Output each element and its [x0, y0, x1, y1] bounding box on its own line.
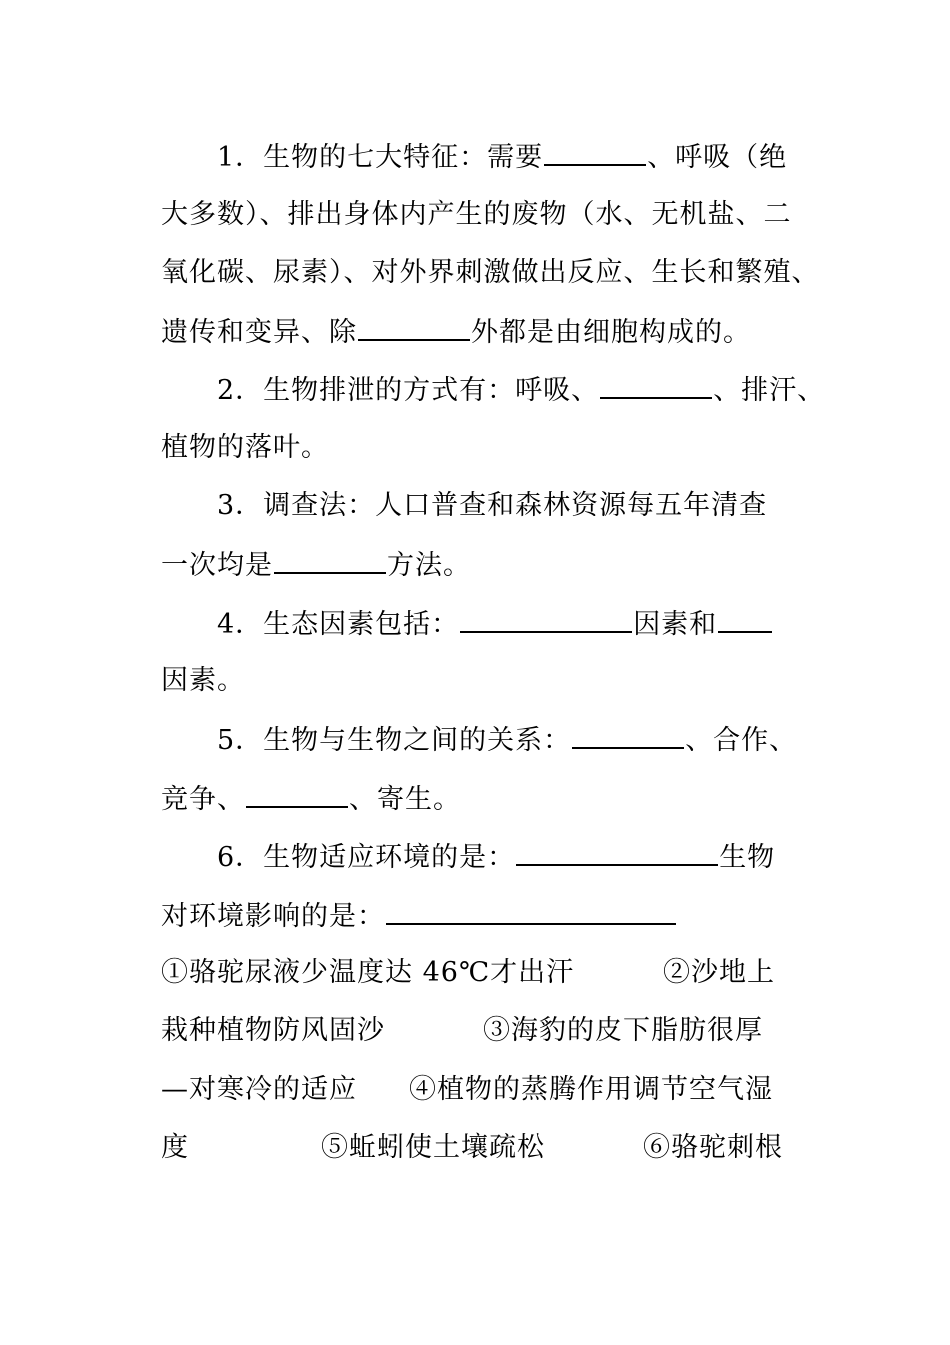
q2-line-2: 植物的落叶。: [161, 432, 329, 463]
q1-line-3: 氧化碳、尿素）、对外界刺激做出反应、生长和繁殖、: [161, 257, 820, 288]
q3-blank-1[interactable]: [274, 544, 386, 574]
q6-line-2: [161, 895, 677, 935]
q6-text-b: 生物: [719, 842, 776, 873]
option-6: ⑥骆驼刺根: [643, 1132, 783, 1163]
q3-text-a: 一次均是: [161, 550, 273, 581]
option-4: ④植物的蒸腾作用调节空气湿: [409, 1074, 773, 1105]
q1-text-b: 、呼吸（绝: [647, 142, 788, 173]
q1-line-1: [161, 136, 787, 176]
q4-line-1: [161, 603, 773, 643]
q6-blank-2[interactable]: [386, 895, 676, 925]
q6-text-c: 对环境影响的是：: [161, 901, 385, 932]
q2-blank-1[interactable]: [600, 369, 712, 399]
q3-line-1: 3．调查法：人口普查和森林资源每五年清查: [217, 490, 768, 521]
q1-blank-2[interactable]: [358, 311, 470, 341]
q6-options-line-4: [161, 1128, 811, 1168]
q5-blank-2[interactable]: [246, 778, 348, 808]
q5-line-1: [161, 719, 797, 759]
q1-text-a: 1．生物的七大特征：需要: [217, 142, 544, 173]
q2-text-a: 2．生物排泄的方式有：呼吸、: [217, 375, 600, 406]
q2-line-1: [161, 369, 825, 409]
q4-line-2: 因素。: [161, 665, 245, 696]
q1-blank-1[interactable]: [544, 136, 646, 166]
q2-text-b: 、排汗、: [713, 375, 826, 406]
q3-line-2: [161, 544, 471, 584]
q6-options-line-2: [161, 1011, 811, 1051]
q4-blank-1[interactable]: [460, 603, 632, 633]
option-2: ②沙地上: [663, 957, 775, 988]
q5-text-c: 竞争、: [161, 784, 245, 815]
q6-blank-1[interactable]: [516, 836, 718, 866]
option-5: ⑤蚯蚓使土壤疏松: [321, 1132, 545, 1163]
q4-text-a: 4．生态因素包括：: [217, 609, 460, 640]
option-4-cont: 度: [161, 1132, 189, 1163]
q1-line-2: 大多数）、排出身体内产生的废物（水、无机盐、二: [161, 199, 792, 230]
q5-line-2: [161, 778, 461, 818]
q4-text-b: 因素和: [633, 609, 718, 640]
q6-options-line-3: [161, 1070, 811, 1110]
option-3-cont: —对寒冷的适应: [161, 1074, 357, 1105]
q5-text-a: 5．生物与生物之间的关系：: [217, 725, 572, 756]
q1-text-d: 外都是由细胞构成的。: [471, 317, 751, 348]
q3-text-b: 方法。: [387, 550, 471, 581]
q6-options-line-1: [161, 953, 811, 993]
q4-blank-2[interactable]: [718, 603, 772, 633]
option-3: ③海豹的皮下脂肪很厚: [483, 1015, 763, 1046]
q5-text-b: 、合作、: [685, 725, 798, 756]
q1-line-4: [161, 311, 751, 351]
q5-text-d: 、寄生。: [349, 784, 461, 815]
option-1: ①骆驼尿液少温度达 46℃才出汗: [161, 957, 575, 988]
q6-line-1: [161, 836, 775, 876]
q6-text-a: 6．生物适应环境的是：: [217, 842, 516, 873]
q5-blank-1[interactable]: [572, 719, 684, 749]
option-2-cont: 栽种植物防风固沙: [161, 1015, 385, 1046]
q1-text-c: 遗传和变异、除: [161, 317, 357, 348]
